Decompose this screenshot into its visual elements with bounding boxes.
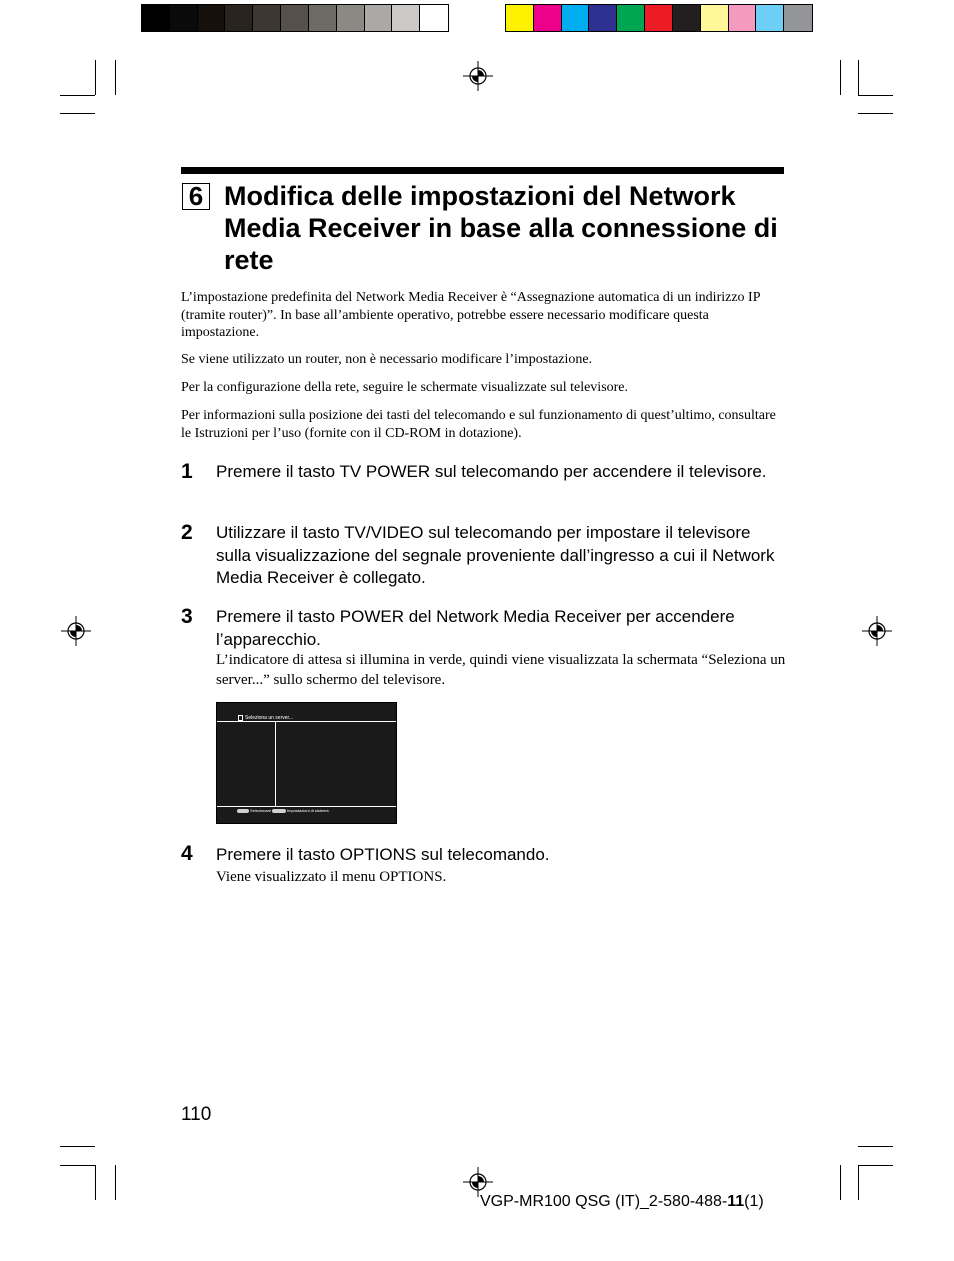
intro-paragraph: Per la configurazione della rete, seguire le schermate visualizzate sul televisore. (181, 380, 629, 395)
grayscale-swatch (225, 5, 253, 31)
grayscale-swatch (170, 5, 198, 31)
grayscale-swatch (253, 5, 281, 31)
crop-mark (60, 113, 95, 114)
process-swatch (729, 5, 757, 31)
process-swatch (673, 5, 701, 31)
process-swatch (784, 5, 812, 31)
registration-target-icon (463, 61, 493, 91)
process-swatch (701, 5, 729, 31)
step-detail: L’indicatore di attesa si illumina in verde, quindi viene visualizzata la schermata “Seleziona un server...” sullo schermo del televisore. (216, 652, 786, 688)
grayscale-swatch (281, 5, 309, 31)
tv-screen-illustration (216, 702, 397, 824)
crop-mark (858, 60, 859, 95)
process-swatch (617, 5, 645, 31)
crop-mark (95, 1165, 96, 1200)
tv-screen-footer-line (217, 806, 396, 807)
crop-mark (858, 95, 893, 96)
process-swatch (562, 5, 590, 31)
crop-mark (840, 1165, 841, 1200)
remote-button-icon (237, 809, 249, 813)
process-swatch (534, 5, 562, 31)
crop-mark (840, 60, 841, 95)
step-number: 2 (181, 521, 193, 544)
step-text: Utilizzare il tasto TV/VIDEO sul telecomando per impostare il televisore sulla visualizzazione del segnale proveniente dall’ingresso a cui il Network Media Receiver è collegato. (216, 523, 775, 587)
crop-mark (60, 95, 95, 96)
document-code-prefix: VGP-MR100 QSG (IT)_2-580-488- (480, 1193, 728, 1210)
step-number: 4 (181, 842, 193, 865)
tv-screen-title: Seleziona un server... (245, 715, 294, 721)
tv-screen-header (217, 703, 396, 722)
grayscale-color-bar (141, 4, 449, 32)
crop-mark (60, 1146, 95, 1147)
document-code-suffix: (1) (744, 1193, 764, 1210)
intro-paragraph: L’impostazione predefinita del Network Media Receiver è “Assegnazione automatica di un indirizzo IP (tramite router)”. In base all’ambiente operativo, potrebbe essere necessario modificare questa impostazione. (181, 290, 760, 340)
tv-footer-hint: Impostazioni di sistema (287, 808, 329, 813)
tv-screen-divider (275, 722, 276, 806)
process-swatch (756, 5, 784, 31)
intro-paragraph: Per informazioni sulla posizione dei tasti del telecomando e sul funzionamento di quest’ultimo, consultare le Istruzioni per l’uso (fornite con il CD-ROM in dotazione). (181, 408, 776, 441)
remote-button-icon (272, 809, 286, 813)
crop-mark (115, 60, 116, 95)
grayscale-swatch (198, 5, 226, 31)
document-code-bold: 11 (727, 1193, 745, 1210)
step-number: 3 (181, 605, 193, 628)
crop-mark (858, 1165, 893, 1166)
grayscale-swatch (392, 5, 420, 31)
crop-mark (60, 1165, 95, 1166)
chapter-number: 6 (182, 183, 210, 210)
process-color-bar (505, 4, 813, 32)
step-number: 1 (181, 460, 193, 483)
folder-icon (238, 715, 243, 721)
step-text: Premere il tasto TV POWER sul telecomando per accendere il televisore. (216, 462, 767, 481)
grayscale-swatch (337, 5, 365, 31)
crop-mark (115, 1165, 116, 1200)
intro-paragraph: Se viene utilizzato un router, non è necessario modificare l’impostazione. (181, 352, 593, 367)
step-text: Premere il tasto POWER del Network Media Receiver per accendere l’apparecchio. (216, 607, 735, 649)
heading-rule (181, 167, 784, 174)
step-detail: Viene visualizzato il menu OPTIONS. (216, 869, 447, 885)
crop-mark (95, 60, 96, 95)
crop-mark (858, 1146, 893, 1147)
tv-footer-hint: Selezionare (250, 808, 272, 813)
process-swatch (506, 5, 534, 31)
registration-target-icon (862, 616, 892, 646)
registration-target-icon (61, 616, 91, 646)
grayscale-swatch (420, 5, 448, 31)
grayscale-swatch (365, 5, 393, 31)
document-code (480, 1192, 764, 1212)
process-swatch (645, 5, 673, 31)
grayscale-swatch (142, 5, 170, 31)
crop-mark (858, 113, 893, 114)
crop-mark (858, 1165, 859, 1200)
process-swatch (589, 5, 617, 31)
step-text: Premere il tasto OPTIONS sul telecomando. (216, 845, 550, 864)
page-title: Modifica delle impostazioni del Network Media Receiver in base alla connessione di rete (224, 181, 778, 275)
grayscale-swatch (309, 5, 337, 31)
page-number: 110 (181, 1104, 212, 1125)
